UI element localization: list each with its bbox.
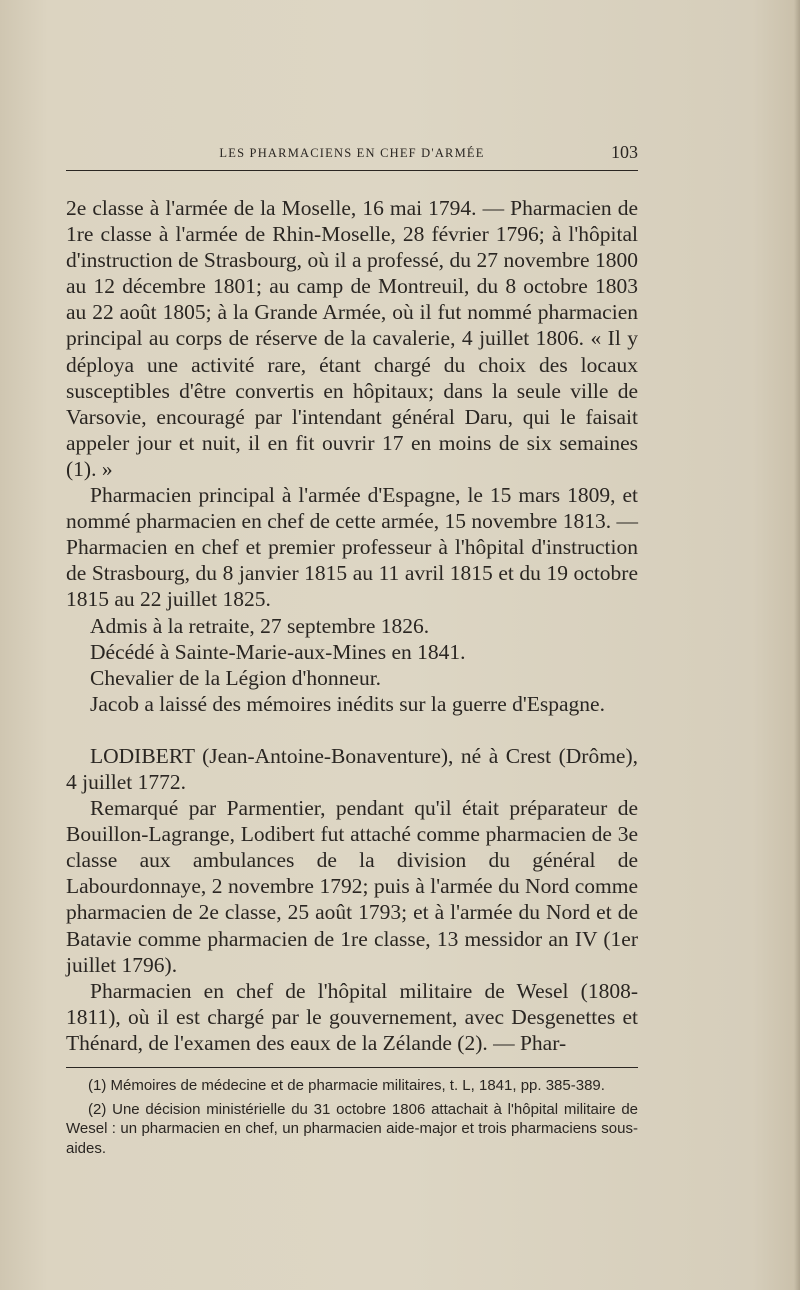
paragraph: Pharmacien principal à l'armée d'Espagne, le 15 mars 1809, et nommé pharmacien en chef de cette armée, 15 novembre 1813. — Pharmacien en chef et premier professeur à l'hôpital d'instruction de Strasbourg, du 8 janvier 1815 au 11 avril 1815 et du 19 octobre 1815 au 22 juillet 1825. <box>66 483 638 612</box>
running-title: LES PHARMACIENS EN CHEF D'ARMÉE <box>219 146 485 160</box>
page-header <box>66 140 638 166</box>
paragraph: Chevalier de la Légion d'honneur. <box>90 665 382 690</box>
paragraph: Remarqué par Parmentier, pendant qu'il était préparateur de Bouillon-Lagrange, Lodibert fut attaché comme pharmacien de 3e classe aux ambulances de la division du général de Labourdonnaye, 2 novembre 1792; puis à l'armée du Nord comme pharmacien de 2e classe, 25 août 1793; et à l'armée du Nord et de Batavie comme pharmacien de 1re classe, 13 messidor an IV (1er juillet 1796). <box>66 796 638 977</box>
entry-heading-paragraph: LODIBERT (Jean-Antoine-Bonaventure), né à Crest (Drôme), 4 juillet 1772. <box>66 743 638 794</box>
footnote: (2) Une décision ministérielle du 31 octobre 1806 attachait à l'hôpital militaire de Wesel : un pharmacien en chef, un pharmacien aide-major et trois pharmaciens sous-aides. <box>66 1100 638 1157</box>
footnote-rule <box>66 1067 638 1068</box>
paragraph: 2e classe à l'armée de la Moselle, 16 mai 1794. — Pharmacien de 1re classe à l'armée de Rhin-Moselle, 28 février 1796; à l'hôpital d'instruction de Strasbourg, où il a professé, du 27 novembre 1800 au 12 décembre 1801; au camp de Montreuil, du 8 octobre 1803 au 22 août 1805; à la Grande Armée, où il fut nommé pharmacien principal au corps de réserve de la cavalerie, 4 juillet 1806. « Il y déploya une activité rare, étant chargé du choix des locaux susceptibles d'être convertis en hôpitaux; dans la seule ville de Varsovie, encouragé par l'intendant général Daru, qui le faisait appeler jour et nuit, il en fit ouvrir 17 en moins de six semaines (1). » <box>66 196 638 481</box>
footnotes <box>66 1076 638 1162</box>
footnote: (1) Mémoires de médecine et de pharmacie militaires, t. L, 1841, pp. 385-389. <box>88 1077 605 1094</box>
paragraph: Admis à la retraite, 27 septembre 1826. <box>90 613 430 638</box>
paragraph: Pharmacien en chef de l'hôpital militaire de Wesel (1808-1811), où il est chargé par le gouvernement, avec Desgenettes et Thénard, de l'examen des eaux de la Zélande (2). — Phar- <box>66 978 638 1055</box>
paragraph: Décédé à Sainte-Marie-aux-Mines en 1841. <box>90 639 466 664</box>
page-number: 103 <box>611 142 638 162</box>
header-rule <box>66 170 638 171</box>
paragraph: Jacob a laissé des mémoires inédits sur la guerre d'Espagne. <box>90 691 605 716</box>
main-text <box>66 195 638 1056</box>
